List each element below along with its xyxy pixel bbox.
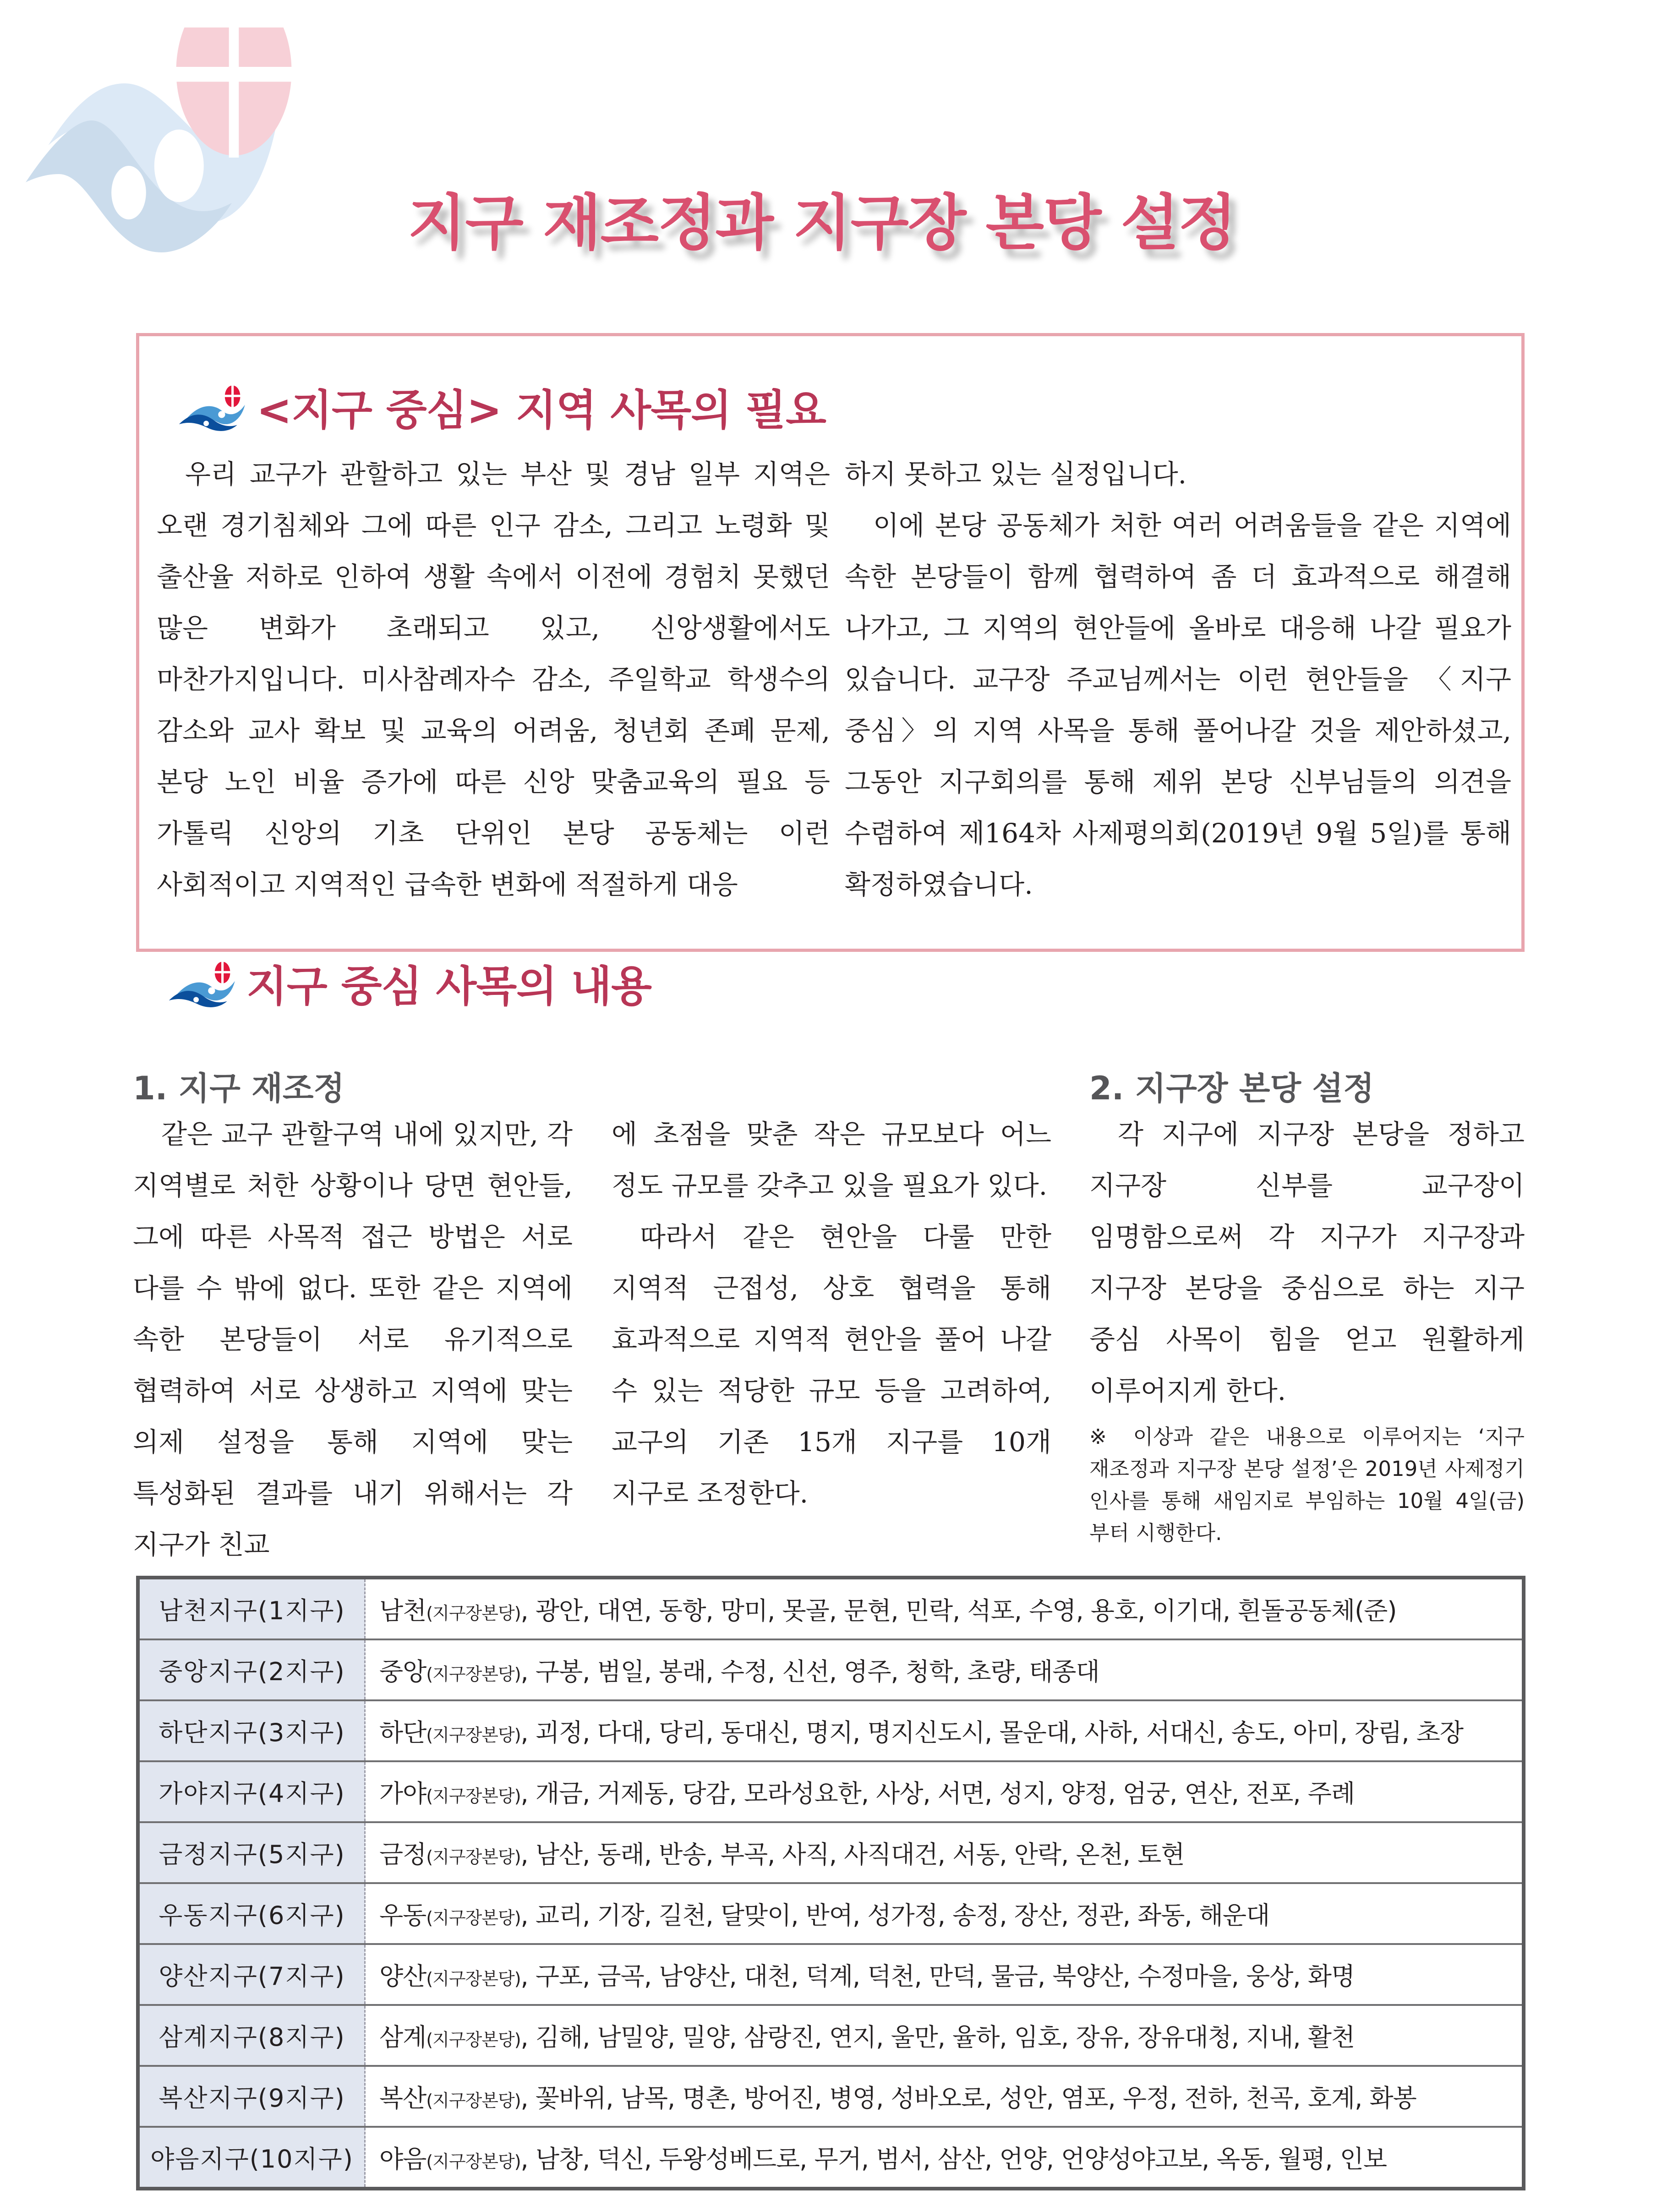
background-diocese-logo-icon xyxy=(9,27,421,321)
district-parishes xyxy=(365,2066,1524,2127)
table-row xyxy=(138,1822,1524,1883)
intro-heading xyxy=(175,377,826,437)
table-row xyxy=(138,1761,1524,1822)
section-2-paragraph-1: 각 지구에 지구장 본당을 정하고 지구장 신부를 교구장이 임명함으로써 각 지구가 지구장과 지구장 본당을 중심으로 하는 지구 중심 사목이 힘을 얻고 원활하게 이루어지게 한다. xyxy=(1089,1119,1525,1406)
intro-paragraph-2: 이에 본당 공동체가 처한 여러 어려움들을 같은 지역에 속한 본당들이 함께 협력하여 좀 더 효과적으로 해결해 나가고, 그 지역의 현안들에 올바로 대응해 나갈 필요가 있습니다. 교구장 주교님께서는 이런 현안들을 〈지구 중심〉의 지역 사목을 통해 풀어나갈 것을 제안하셨고, 그동안 지구회의를 통해 제위 본당 신부님들의 의견을 수렴하여 제164차 사제평의회(2019년 9월 5일)를 통해 확정하였습니다. xyxy=(845,510,1511,900)
hq-parish: 우동 xyxy=(379,1901,426,1930)
parish-list: , 남산, 동래, 반송, 부곡, 사직, 사직대건, 서동, 안락, 온천, 토현 xyxy=(520,1840,1185,1869)
hq-parish: 양산 xyxy=(379,1962,426,1991)
diocese-wave-cross-icon xyxy=(175,382,253,432)
district-parishes xyxy=(365,1578,1524,1639)
hq-marker: (지구장본당) xyxy=(426,2091,521,2111)
hq-marker: (지구장본당) xyxy=(426,2030,521,2050)
hq-parish: 야음 xyxy=(379,2145,426,2174)
table-row xyxy=(138,1639,1524,1700)
district-parishes xyxy=(365,1639,1524,1700)
district-name: 복산지구(9지구) xyxy=(138,2066,365,2127)
table-row xyxy=(138,2005,1524,2066)
district-parishes xyxy=(365,1944,1524,2005)
hq-marker: (지구장본당) xyxy=(426,2152,521,2172)
district-name: 양산지구(7지구) xyxy=(138,1944,365,2005)
intro-box xyxy=(136,333,1525,952)
hq-parish: 남천 xyxy=(379,1596,426,1625)
intro-paragraph-1-cont: 하지 못하고 있는 실정입니다. xyxy=(845,459,1187,490)
parish-list: , 구포, 금곡, 남양산, 대천, 덕계, 덕천, 만덕, 물금, 북양산, 수정마을, 웅상, 화명 xyxy=(520,1962,1355,1991)
district-table xyxy=(136,1576,1525,2190)
district-name: 금정지구(5지구) xyxy=(138,1822,365,1883)
hq-marker: (지구장본당) xyxy=(426,1664,521,1684)
parish-list: , 김해, 남밀양, 밀양, 삼랑진, 연지, 울만, 율하, 임호, 장유, 장유대청, 지내, 활천 xyxy=(520,2023,1355,2052)
page-title: 지구 재조정과 지구장 본당 설정 xyxy=(408,188,1236,258)
hq-parish: 중앙 xyxy=(379,1657,426,1686)
section-1-column-2 xyxy=(612,1109,1051,1519)
diocese-wave-cross-icon xyxy=(165,958,243,1008)
hq-marker: (지구장본당) xyxy=(426,1786,521,1806)
intro-heading-text: <지구 중심> 지역 사목의 필요 xyxy=(257,386,826,435)
section-2-column xyxy=(1089,1109,1525,1549)
intro-paragraph-1: 우리 교구가 관할하고 있는 부산 및 경남 일부 지역은 오랜 경기침체와 그에 따른 인구 감소, 그리고 노령화 및 출산율 저하로 인하여 생활 속에서 이전에 경험치 못했던 많은 변화가 초래되고 있고, 신앙생활에서도 마찬가지입니다. 미사참례자수 감소, 주일학교 학생수의 감소와 교사 확보 및 교육의 어려움, 청년회 존폐 문제, 본당 노인 비율 증가에 따른 신앙 맞춤교육의 필요 등 가톨릭 신앙의 기초 단위인 본당 공동체는 이런 사회적이고 지역적인 급속한 변화에 적절하게 대응 xyxy=(157,459,830,900)
district-name: 가야지구(4지구) xyxy=(138,1761,365,1822)
parish-list: , 괴정, 다대, 당리, 동대신, 명지, 명지신도시, 몰운대, 사하, 서대신, 송도, 아미, 장림, 초장 xyxy=(520,1718,1464,1747)
content-heading-text: 지구 중심 사목의 내용 xyxy=(246,962,651,1011)
content-heading xyxy=(165,953,651,1013)
intro-column-2 xyxy=(845,448,1511,910)
table-row xyxy=(138,1883,1524,1944)
table-row xyxy=(138,1578,1524,1639)
district-name: 야음지구(10지구) xyxy=(138,2127,365,2189)
district-parishes xyxy=(365,1883,1524,1944)
hq-parish: 가야 xyxy=(379,1779,426,1808)
district-parishes xyxy=(365,1761,1524,1822)
hq-marker: (지구장본당) xyxy=(426,1908,521,1928)
table-row xyxy=(138,1700,1524,1761)
parish-list: , 교리, 기장, 길천, 달맞이, 반여, 성가정, 송정, 장산, 정관, 좌동, 해운대 xyxy=(520,1901,1270,1930)
hq-parish: 하단 xyxy=(379,1718,426,1747)
section-1-paragraph-2: 따라서 같은 현안을 다룰 만한 지역적 근접성, 상호 협력을 통해 효과적으로 지역적 현안을 풀어 나갈 수 있는 적당한 규모 등을 고려하여, 교구의 기존 15개 지구를 10개 지구로 조정한다. xyxy=(612,1221,1051,1509)
parish-list: , 남창, 덕신, 두왕성베드로, 무거, 범서, 삼산, 언양, 언양성야고보, 옥동, 월평, 인보 xyxy=(520,2145,1387,2174)
section-1-title: 1. 지구 재조정 xyxy=(133,1070,345,1107)
district-name: 중앙지구(2지구) xyxy=(138,1639,365,1700)
parish-list: , 구봉, 범일, 봉래, 수정, 신선, 영주, 청학, 초량, 태종대 xyxy=(520,1657,1099,1686)
hq-marker: (지구장본당) xyxy=(426,1847,521,1867)
parish-list: , 광안, 대연, 동항, 망미, 못골, 문현, 민락, 석포, 수영, 용호, 이기대, 흰돌공동체(준) xyxy=(520,1596,1397,1625)
hq-parish: 금정 xyxy=(379,1840,426,1869)
district-name: 남천지구(1지구) xyxy=(138,1578,365,1639)
district-parishes xyxy=(365,1700,1524,1761)
table-row xyxy=(138,2127,1524,2189)
table-row xyxy=(138,2066,1524,2127)
hq-parish: 복산 xyxy=(379,2084,426,2113)
hq-marker: (지구장본당) xyxy=(426,1725,521,1745)
section-1-paragraph-1-cont: 에 초점을 맞춘 작은 규모보다 어느 정도 규모를 갖추고 있을 필요가 있다. xyxy=(612,1119,1051,1201)
district-parishes xyxy=(365,2127,1524,2189)
table-row xyxy=(138,1944,1524,2005)
district-parishes xyxy=(365,1822,1524,1883)
intro-column-1 xyxy=(157,448,830,910)
district-parishes xyxy=(365,2005,1524,2066)
district-name: 하단지구(3지구) xyxy=(138,1700,365,1761)
hq-parish: 삼계 xyxy=(379,2023,426,2052)
district-name: 우동지구(6지구) xyxy=(138,1883,365,1944)
section-1-paragraph-1: 같은 교구 관할구역 내에 있지만, 각 지역별로 처한 상황이나 당면 현안들, 그에 따른 사목적 접근 방법은 서로 다를 수 밖에 없다. 또한 같은 지역에 속한 본당들이 서로 유기적으로 협력하여 서로 상생하고 지역에 맞는 의제 설정을 통해 지역에 맞는 특성화된 결과를 내기 위해서는 각 지구가 친교 xyxy=(133,1119,573,1560)
parish-list: , 개금, 거제동, 당감, 모라성요한, 사상, 서면, 성지, 양정, 엄궁, 연산, 전포, 주례 xyxy=(520,1779,1355,1808)
section-1-column-1 xyxy=(133,1109,573,1570)
district-name: 삼계지구(8지구) xyxy=(138,2005,365,2066)
parish-list: , 꽃바위, 남목, 명촌, 방어진, 병영, 성바오로, 성안, 염포, 우정, 전하, 천곡, 호계, 화봉 xyxy=(520,2084,1416,2113)
section-2-title: 2. 지구장 본당 설정 xyxy=(1089,1070,1374,1107)
section-2-note: ※ 이상과 같은 내용으로 이루어지는 ‘지구 재조정과 지구장 본당 설정’은 2019년 사제정기 인사를 통해 새임지로 부임하는 10월 4일(금)부터 시행한다. xyxy=(1089,1425,1525,1545)
hq-marker: (지구장본당) xyxy=(426,1969,521,1989)
hq-marker: (지구장본당) xyxy=(426,1603,521,1623)
